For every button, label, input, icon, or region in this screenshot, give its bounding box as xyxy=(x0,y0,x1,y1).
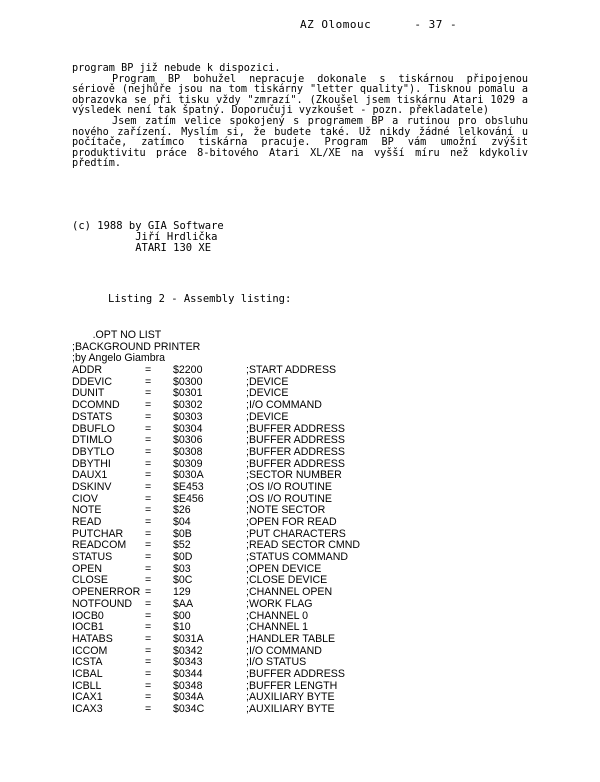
asm-comment: ;AUXILIARY BYTE xyxy=(246,691,335,704)
asm-operator: = xyxy=(145,586,152,599)
asm-value: $26 xyxy=(173,504,191,517)
asm-operator: = xyxy=(145,364,152,377)
asm-label: DBYTLO xyxy=(72,445,115,458)
asm-row xyxy=(72,412,446,424)
asm-comment: ;I/O COMMAND xyxy=(246,399,322,412)
asm-value: $0306 xyxy=(173,434,203,447)
asm-label: NOTE xyxy=(72,504,102,517)
asm-label: DBUFLO xyxy=(72,422,115,435)
asm-value: $0303 xyxy=(173,410,203,423)
asm-operator: = xyxy=(145,667,152,680)
asm-operator: = xyxy=(145,527,152,540)
asm-operator: = xyxy=(145,504,152,517)
asm-value: $0304 xyxy=(173,422,203,435)
credits-line-1: (c) 1988 by GIA Software xyxy=(72,220,224,232)
asm-operator: = xyxy=(145,480,152,493)
asm-comment: ;BUFFER ADDRESS xyxy=(246,667,345,680)
asm-operator: = xyxy=(145,434,152,447)
asm-row xyxy=(72,704,446,716)
intro-line: program BP již nebude k dispozici. xyxy=(72,63,281,74)
asm-value: $0302 xyxy=(173,399,203,412)
asm-comment: ;HANDLER TABLE xyxy=(246,632,336,645)
asm-label: PUTCHAR xyxy=(72,527,124,540)
credits-block xyxy=(72,221,224,255)
asm-label: NOTFOUND xyxy=(72,597,133,610)
asm-operator: = xyxy=(145,679,152,692)
asm-label: ICAX3 xyxy=(72,703,103,716)
asm-comment: ;WORK FLAG xyxy=(246,597,313,610)
asm-comment: ;BUFFER ADDRESS xyxy=(246,457,345,470)
asm-value: $031A xyxy=(173,632,204,645)
asm-label: ICSTA xyxy=(72,656,103,669)
asm-value: 129 xyxy=(173,586,191,599)
asm-label: DSKINV xyxy=(72,480,112,493)
asm-operator: = xyxy=(145,492,152,505)
asm-value: $03 xyxy=(173,562,191,575)
asm-comment: ;BUFFER ADDRESS xyxy=(246,434,345,447)
intro-paragraph-2: Jsem zatím velice spokojený s programem BP a rutinou pro obsluhu nového zařízení. Myslím si, že budete také. Už nikdy žádné lelkování u počítače, zatímco tiskárna pracuje. Program BP vám umožní zvýšit produktivitu práce 8-bitového Atari XL/XE na vyšší míru než kdykoliv předtím. xyxy=(72,115,528,170)
asm-value: $10 xyxy=(173,621,191,634)
asm-label: ICAX1 xyxy=(72,691,103,704)
asm-operator: = xyxy=(145,410,152,423)
asm-comment: ;OPEN DEVICE xyxy=(246,562,322,575)
asm-label: ICCOM xyxy=(72,644,108,657)
asm-value: $0B xyxy=(173,527,192,540)
asm-value: $0301 xyxy=(173,387,203,400)
asm-operator: = xyxy=(145,457,152,470)
asm-operator: = xyxy=(145,375,152,388)
asm-comment: ;PUT CHARACTERS xyxy=(246,527,346,540)
asm-operator: = xyxy=(145,632,152,645)
asm-value: $0309 xyxy=(173,457,203,470)
asm-label: IOCB1 xyxy=(72,621,104,634)
asm-value: $0300 xyxy=(173,375,203,388)
asm-value: $0344 xyxy=(173,667,203,680)
asm-label: DUNIT xyxy=(72,387,105,400)
asm-header-line: .OPT NO LIST xyxy=(72,329,162,341)
asm-comment: ;CHANNEL OPEN xyxy=(246,586,333,599)
asm-label: READCOM xyxy=(72,539,127,552)
asm-comment: ;DEVICE xyxy=(246,375,289,388)
asm-operator: = xyxy=(145,469,152,482)
asm-value: $030A xyxy=(173,469,204,482)
asm-label: CLOSE xyxy=(72,574,108,587)
asm-value: $034A xyxy=(173,691,204,704)
asm-value: $E456 xyxy=(173,492,204,505)
asm-header-line: ;BACKGROUND PRINTER xyxy=(72,340,201,353)
asm-operator: = xyxy=(145,621,152,634)
asm-comment: ;READ SECTOR CMND xyxy=(246,539,360,552)
asm-comment: ;BUFFER ADDRESS xyxy=(246,445,345,458)
asm-operator: = xyxy=(145,703,152,716)
asm-value: $0C xyxy=(173,574,193,587)
asm-comment: ;OPEN FOR READ xyxy=(246,516,337,529)
asm-row xyxy=(72,599,446,611)
page-header xyxy=(300,18,457,31)
asm-rows xyxy=(72,365,446,716)
asm-label: OPENERROR xyxy=(72,586,141,599)
asm-label: STATUS xyxy=(72,551,113,564)
asm-row xyxy=(72,482,446,494)
asm-operator: = xyxy=(145,516,152,529)
asm-operator: = xyxy=(145,539,152,552)
asm-operator: = xyxy=(145,656,152,669)
asm-label: DBYTHI xyxy=(72,457,111,470)
credits-line-3: ATARI 130 XE xyxy=(72,242,212,255)
asm-operator: = xyxy=(145,445,152,458)
asm-comment: ;CLOSE DEVICE xyxy=(246,574,328,587)
listing-title: Listing 2 - Assembly listing: xyxy=(108,293,292,305)
asm-label: ICBLL xyxy=(72,679,102,692)
asm-comment: ;DEVICE xyxy=(246,410,289,423)
asm-row xyxy=(72,447,446,459)
asm-operator: = xyxy=(145,399,152,412)
asm-value: $034C xyxy=(173,703,205,716)
asm-label: HATABS xyxy=(72,632,113,645)
asm-operator: = xyxy=(145,387,152,400)
asm-label: DTIMLO xyxy=(72,434,113,447)
asm-row xyxy=(72,669,446,681)
asm-operator: = xyxy=(145,562,152,575)
asm-label: DDEVIC xyxy=(72,375,113,388)
header-title: AZ Olomouc xyxy=(300,18,372,31)
asm-operator: = xyxy=(145,597,152,610)
asm-value: $0343 xyxy=(173,656,203,669)
asm-comment: ;DEVICE xyxy=(246,387,289,400)
asm-label: CIOV xyxy=(72,492,98,505)
asm-comment: ;I/O STATUS xyxy=(246,656,307,669)
asm-comment: ;AUXILIARY BYTE xyxy=(246,703,335,716)
asm-comment: ;NOTE SECTOR xyxy=(246,504,326,517)
asm-value: $0308 xyxy=(173,445,203,458)
asm-operator: = xyxy=(145,551,152,564)
intro-paragraph-1: Program BP bohužel nepracuje dokonale s tiskárnou připojenou sériově (nejhůře jsou na tom tiskárny "letter quality"). Tisknou pomalu a obrazovka se při tisku vždy "zmrazí". (Zkoušel jsem tiskárnu Atari 1029 a výsledek není tak špatný. Doporučuji vyzkoušet - pozn. překladatele) xyxy=(72,73,528,117)
asm-value: $0348 xyxy=(173,679,203,692)
asm-label: ICBAL xyxy=(72,667,103,680)
asm-comment: ;CHANNEL 1 xyxy=(246,621,309,634)
asm-value: $04 xyxy=(173,516,191,529)
asm-operator: = xyxy=(145,422,152,435)
asm-label: DCOMND xyxy=(72,399,120,412)
asm-comment: ;BUFFER ADDRESS xyxy=(246,422,345,435)
asm-comment: ;CHANNEL 0 xyxy=(246,609,309,622)
asm-row xyxy=(72,634,446,646)
assembly-listing xyxy=(72,330,446,716)
asm-label: IOCB0 xyxy=(72,609,104,622)
asm-label: READ xyxy=(72,516,102,529)
asm-header-line: ;by Angelo Giambra xyxy=(72,352,166,365)
intro-text xyxy=(72,64,528,170)
asm-comment: ;OS I/O ROUTINE xyxy=(246,480,332,493)
asm-comment: ;SECTOR NUMBER xyxy=(246,469,342,482)
page-number: - 37 - xyxy=(414,18,458,31)
asm-comment: ;STATUS COMMAND xyxy=(246,551,349,564)
asm-value: $52 xyxy=(173,539,191,552)
asm-label: DSTATS xyxy=(72,410,113,423)
asm-value: $2200 xyxy=(173,364,203,377)
asm-comment: ;OS I/O ROUTINE xyxy=(246,492,332,505)
asm-value: $AA xyxy=(173,597,194,610)
asm-operator: = xyxy=(145,574,152,587)
asm-label: DAUX1 xyxy=(72,469,108,482)
asm-operator: = xyxy=(145,609,152,622)
asm-operator: = xyxy=(145,644,152,657)
asm-comment: ;BUFFER LENGTH xyxy=(246,679,338,692)
asm-label: OPEN xyxy=(72,562,103,575)
asm-operator: = xyxy=(145,691,152,704)
asm-value: $E453 xyxy=(173,480,204,493)
asm-comment: ;START ADDRESS xyxy=(246,364,337,377)
credits-line-2: Jiří Hrdlička xyxy=(72,231,218,244)
asm-value: $00 xyxy=(173,609,191,622)
asm-value: $0D xyxy=(173,551,193,564)
asm-row xyxy=(72,517,446,529)
asm-value: $0342 xyxy=(173,644,203,657)
asm-comment: ;I/O COMMAND xyxy=(246,644,322,657)
asm-label: ADDR xyxy=(72,364,103,377)
